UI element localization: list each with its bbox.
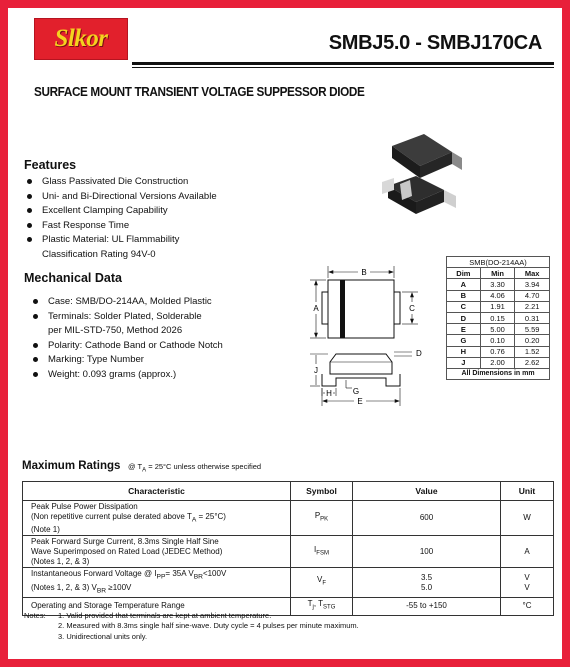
symbol-cell: $V_F$ <box>291 568 353 597</box>
col-header-value: Value <box>353 482 501 501</box>
header-rule-thick <box>132 62 554 65</box>
dimensions-table-caption: SMB(DO-214AA) <box>447 257 550 268</box>
max-ratings-heading: Maximum Ratings <box>22 460 121 472</box>
datasheet-page <box>8 8 562 659</box>
dimensions-table <box>446 256 550 380</box>
table-row <box>23 536 554 568</box>
unit-cell: A <box>501 536 554 568</box>
dim-label-j: J <box>314 366 318 375</box>
value-cell: 3.5 5.0 <box>353 568 501 597</box>
characteristic-cell: Instantaneous Forward Voltage @ $I_{PP}= 35A$ $V_{BR}<100V$ (Notes 1, 2, & 3) $V_{BR} \ge 100V$ <box>23 568 291 597</box>
bullet-icon <box>33 357 38 362</box>
table-row: C 1.91 2.21 <box>447 301 550 312</box>
value-cell: -55 to +150 <box>353 597 501 615</box>
bullet-icon <box>27 194 32 199</box>
dimension-j <box>310 354 328 386</box>
table-row <box>23 501 554 536</box>
product-subtitle: SURFACE MOUNT TRANSIENT VOLTAGE SUPPESSOR DIODE <box>34 85 365 99</box>
list-item: Glass Passivated Die Construction <box>24 175 217 190</box>
mechanical-data-heading: Mechanical Data <box>24 271 122 285</box>
table-row: D 0.15 0.31 <box>447 312 550 323</box>
bullet-icon <box>27 237 32 242</box>
notes-list <box>58 611 359 642</box>
package-dimension-drawing <box>296 254 428 410</box>
list-item: 3. Unidirectional units only. <box>58 631 148 641</box>
list-item: 1. Valid provided that terminals are kept at ambient temperature. <box>58 611 272 620</box>
table-row: G 0.10 0.20 <box>447 335 550 346</box>
header-rule-thin <box>132 67 554 68</box>
list-item: Uni- and Bi-Directional Versions Available <box>24 190 217 205</box>
dimensions-table-footer: All Dimensions in mm <box>447 368 550 379</box>
characteristic-cell: Operating and Storage Temperature Range <box>23 597 291 615</box>
value-cell: 600 <box>353 501 501 536</box>
package-bottom-chip <box>382 176 456 214</box>
list-item: Plastic Material: UL Flammability Classification Rating 94V-0 <box>24 233 217 262</box>
part-range-title: SMBJ5.0 - SMBJ170CA <box>328 32 542 54</box>
features-list <box>24 175 217 263</box>
unit-cell: °C <box>501 597 554 615</box>
col-header-symbol: Symbol <box>291 482 353 501</box>
bullet-icon <box>33 299 38 304</box>
col-header-max: Max <box>515 268 550 279</box>
max-ratings-table <box>22 481 554 616</box>
mechanical-data-list <box>30 295 223 383</box>
dim-label-d: D <box>416 349 422 358</box>
list-item: Fast Response Time <box>24 219 217 234</box>
table-row: J 2.00 2.62 <box>447 357 550 368</box>
list-item: Case: SMB/DO-214AA, Molded Plastic <box>30 295 223 310</box>
dim-label-c: C <box>409 304 415 313</box>
list-item: Marking: Type Number <box>30 353 223 368</box>
top-view-outline <box>322 280 400 338</box>
col-header-characteristic: Characteristic <box>23 482 291 501</box>
symbol-cell: $T_j$, $T_{STG}$ <box>291 597 353 615</box>
table-row: E 5.00 5.59 <box>447 324 550 335</box>
table-row: B 4.06 4.70 <box>447 290 550 301</box>
unit-cell: W <box>501 501 554 536</box>
dim-label-a: A <box>313 304 319 313</box>
dim-label-e: E <box>357 397 363 406</box>
characteristic-cell: Peak Pulse Power Dissipation (Non repetitive current pulse derated above $T_A = 25^\circ C$) (Note 1) <box>23 501 291 536</box>
brand-logo <box>34 18 128 60</box>
list-item: Terminals: Solder Plated, Solderable per MIL-STD-750, Method 2026 <box>30 310 223 339</box>
bullet-icon <box>33 372 38 377</box>
bullet-icon <box>33 314 38 319</box>
features-heading: Features <box>24 158 77 172</box>
unit-cell: V V <box>501 568 554 597</box>
notes-label: Notes: <box>24 611 46 620</box>
col-header-unit: Unit <box>501 482 554 501</box>
symbol-cell: $P_{PK}$ <box>291 501 353 536</box>
col-header-dim: Dim <box>447 268 481 279</box>
list-item: Excellent Clamping Capability <box>24 204 217 219</box>
max-ratings-condition: @ $T_A = 25^\circ C$ unless otherwise specified <box>128 462 262 474</box>
symbol-cell: $I_{FSM}$ <box>291 536 353 568</box>
list-item: 2. Measured with 8.3ms single half sine-wave. Duty cycle = 4 pulses per minute maximum. <box>58 621 359 631</box>
table-row <box>23 568 554 597</box>
col-header-min: Min <box>480 268 515 279</box>
bullet-icon <box>27 179 32 184</box>
dim-label-h: H <box>326 389 332 398</box>
list-item: Polarity: Cathode Band or Cathode Notch <box>30 339 223 354</box>
dim-label-b: B <box>361 268 367 277</box>
dimension-d <box>394 352 412 356</box>
characteristic-cell: Peak Forward Surge Current, 8.3ms Single Half Sine Wave Superimposed on Rated Load (JEDEC Method) (Notes 1, 2, & 3) <box>23 536 291 568</box>
package-top-chip <box>392 134 462 178</box>
table-row: H 0.76 1.52 <box>447 346 550 357</box>
dimension-g <box>346 380 352 388</box>
side-view-outline <box>322 354 400 386</box>
package-photo <box>380 124 470 222</box>
bullet-icon <box>27 223 32 228</box>
bullet-icon <box>27 208 32 213</box>
dim-label-g: G <box>352 387 360 396</box>
brand-logo-text: Slkor <box>54 25 108 52</box>
list-item: Weight: 0.093 grams (approx.) <box>30 368 223 383</box>
table-row: A 3.30 3.94 <box>447 279 550 290</box>
value-cell: 100 <box>353 536 501 568</box>
bullet-icon <box>33 343 38 348</box>
